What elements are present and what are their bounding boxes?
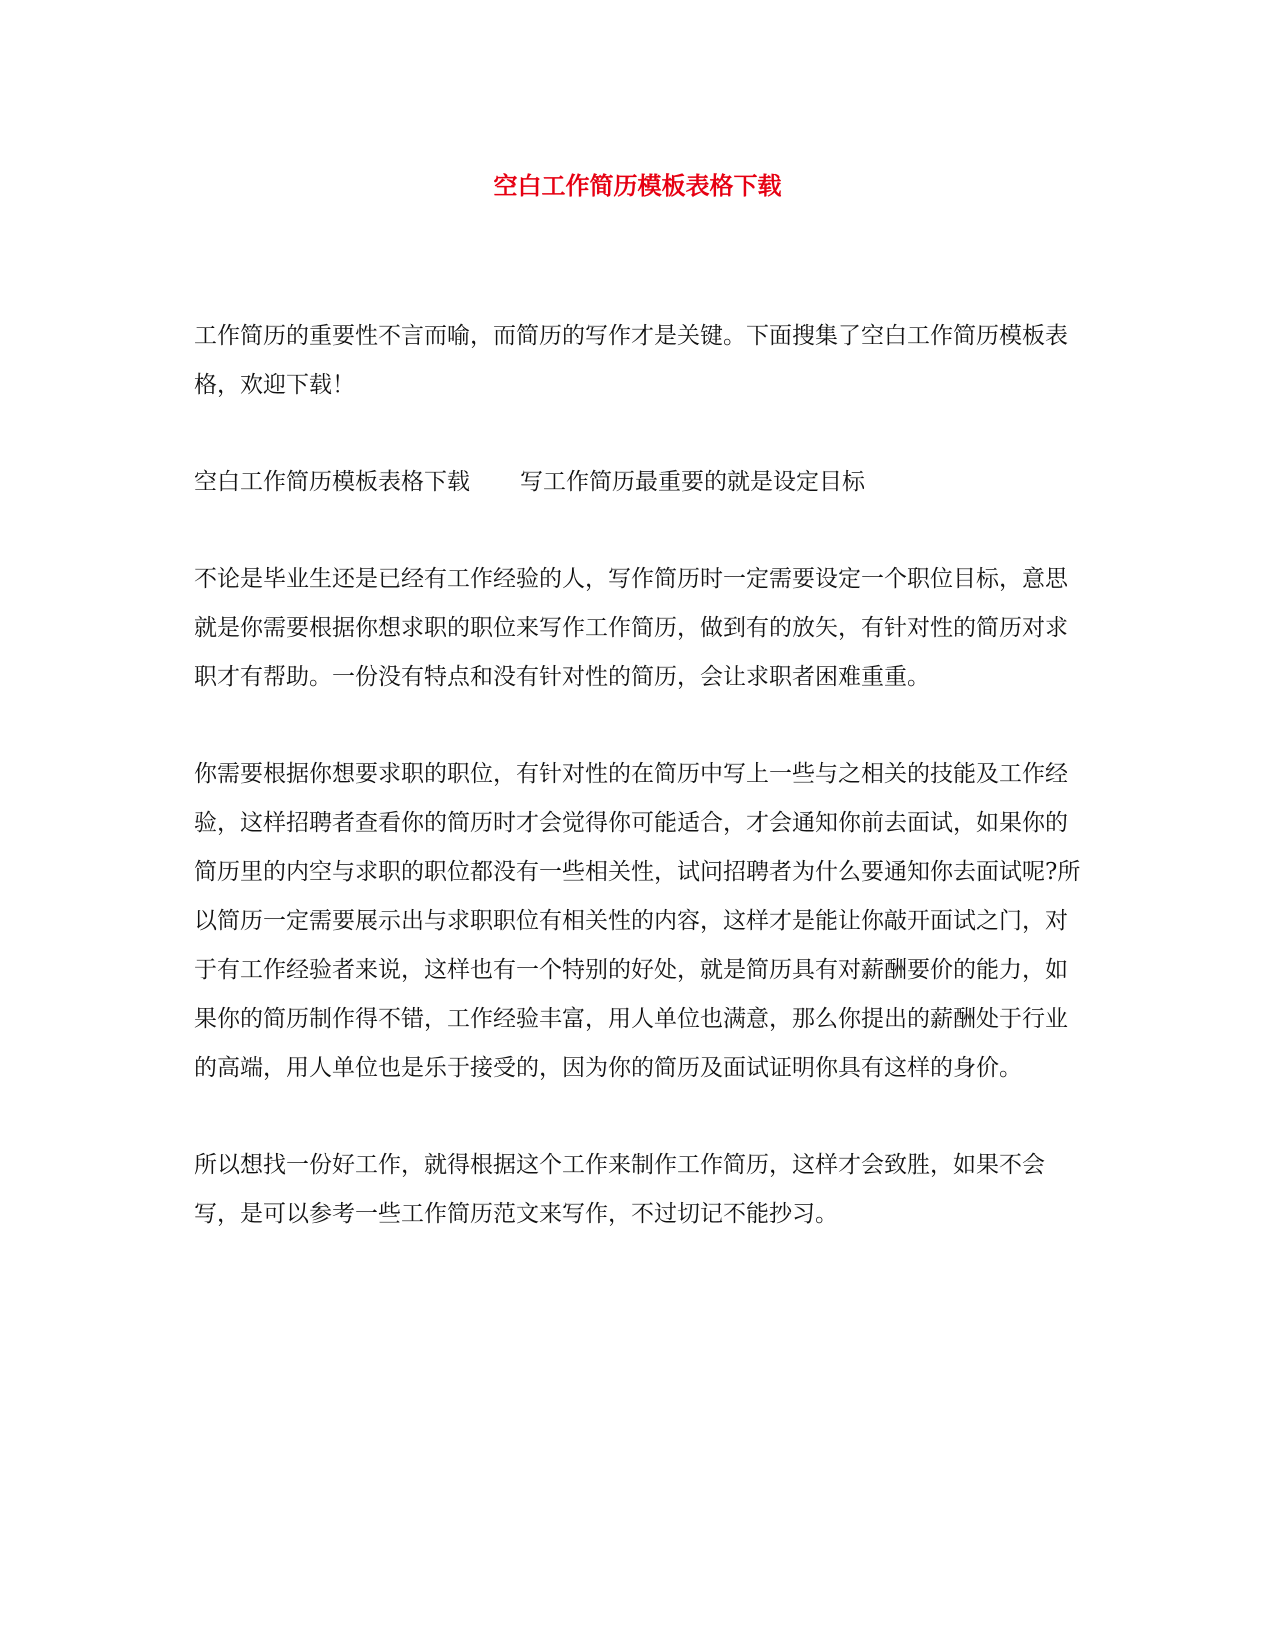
- body-paragraph-3: 所以想找一份好工作，就得根据这个工作来制作工作简历，这样才会致胜，如果不会写，是可以参考一些工作简历范文来写作，不过切记不能抄习。: [194, 1152, 1045, 1227]
- subheading-left: 空白工作简历模板表格下载: [194, 469, 470, 495]
- intro-paragraph: 工作简历的重要性不言而喻，而简历的写作才是关键。下面搜集了空白工作简历模板表格，欢迎下载！: [194, 323, 1068, 398]
- document-body: [194, 312, 1084, 1287]
- subheading-row: [194, 458, 1084, 507]
- document-title: 空白工作简历模板表格下载: [493, 171, 782, 200]
- body-paragraph-1: 不论是毕业生还是已经有工作经验的人，写作简历时一定需要设定一个职位目标，意思就是你需要根据你想求职的职位来写作工作简历，做到有的放矢，有针对性的简历对求职才有帮助。一份没有特点和没有针对性的简历，会让求职者困难重重。: [194, 566, 1068, 690]
- subheading-right: 写工作简历最重要的就是设定目标: [520, 469, 865, 495]
- body-paragraph-2: 你需要根据你想要求职的职位，有针对性的在简历中写上一些与之相关的技能及工作经验，这样招聘者查看你的简历时才会觉得你可能适合，才会通知你前去面试，如果你的简历里的内空与求职的职位都没有一些相关性，试问招聘者为什么要通知你去面试呢?所以简历一定需要展示出与求职职位有相关性的内容，这样才是能让你敲开面试之门，对于有工作经验者来说，这样也有一个特别的好处，就是简历具有对薪酬要价的能力，如果你的简历制作得不错，工作经验丰富，用人单位也满意，那么你提出的薪酬处于行业的高端，用人单位也是乐于接受的，因为你的简历及面试证明你具有这样的身价。: [194, 761, 1081, 1081]
